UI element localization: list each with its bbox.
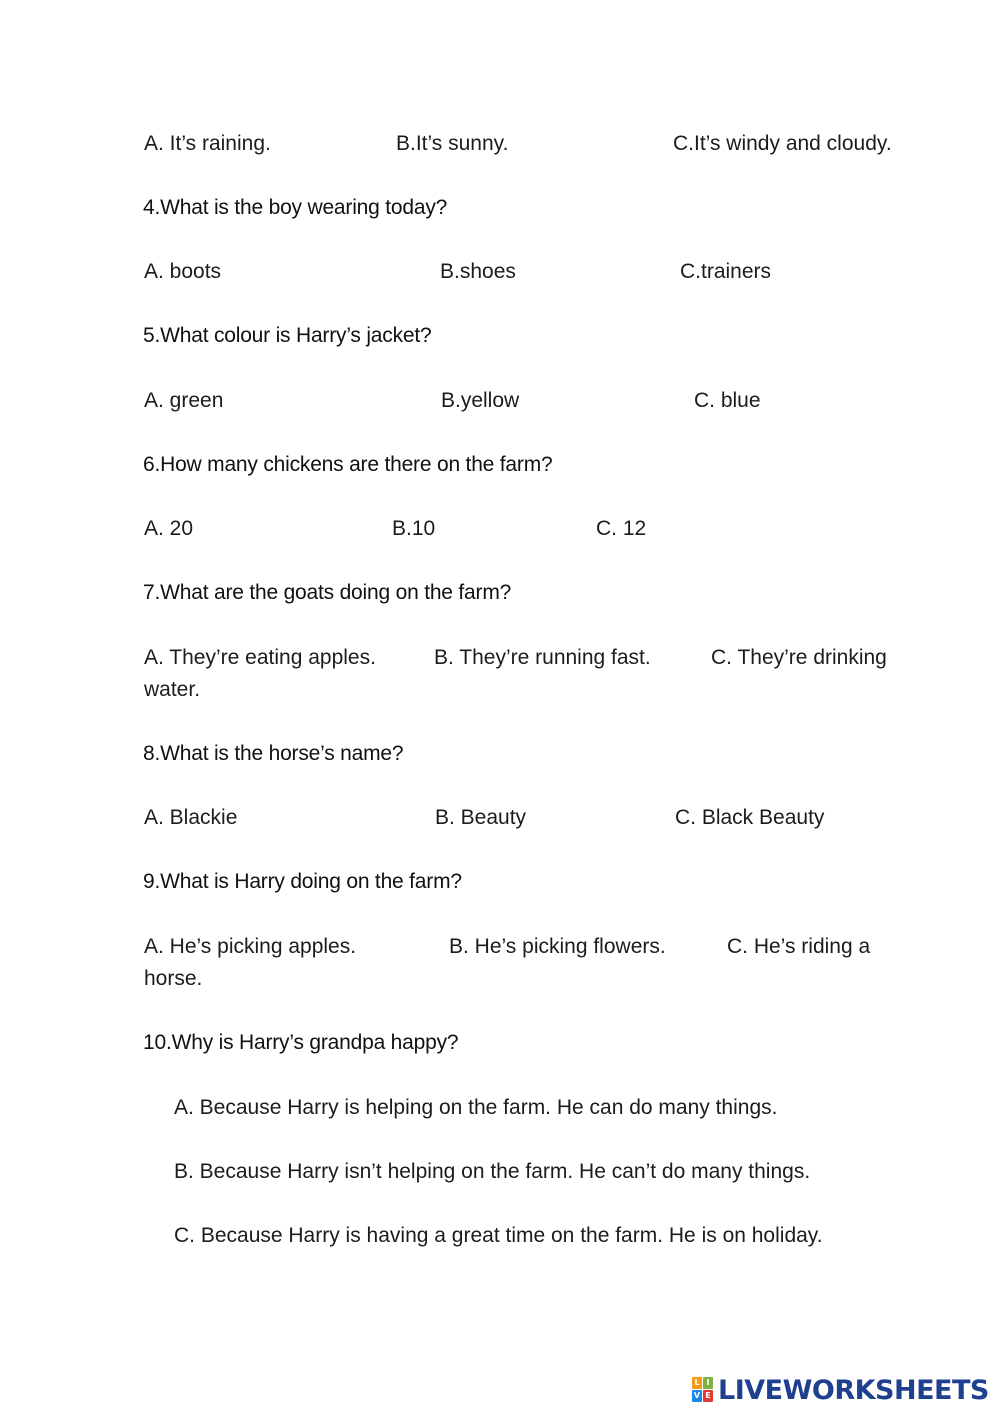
q9-question: 9.What is Harry doing on the farm? <box>143 870 462 893</box>
q8-option-c: C. Black Beauty <box>675 806 825 829</box>
q10-question: 10.Why is Harry’s grandpa happy? <box>143 1031 459 1054</box>
q5-question: 5.What colour is Harry’s jacket? <box>143 324 432 347</box>
q4-option-c: C.trainers <box>680 260 772 283</box>
q9-option-c: C. He’s riding a <box>727 935 871 958</box>
q9-option-c-continuation: horse. <box>144 967 203 990</box>
live-blocks-icon <box>692 1377 714 1403</box>
logo-block-l: L <box>692 1377 702 1389</box>
q10-option-b: B. Because Harry isn’t helping on the farm. He can’t do many things. <box>174 1160 811 1183</box>
q4-option-b: B.shoes <box>440 260 516 283</box>
q5-option-c: C. blue <box>694 389 761 412</box>
q4-question: 4.What is the boy wearing today? <box>143 196 448 219</box>
logo-text: LIVEWORKSHEETS <box>718 1374 989 1406</box>
q7-question: 7.What are the goats doing on the farm? <box>143 581 512 604</box>
q9-option-b: B. He’s picking flowers. <box>449 935 666 958</box>
q5-option-b: B.yellow <box>441 389 520 412</box>
logo-block-v: V <box>693 1391 701 1400</box>
q4-option-a: A. boots <box>144 260 222 283</box>
q10-option-a: A. Because Harry is helping on the farm. He can do many things. <box>174 1096 778 1119</box>
logo-block-i: I <box>703 1377 713 1389</box>
q6-option-c: C. 12 <box>596 517 647 540</box>
q8-option-a: A. Blackie <box>144 806 238 829</box>
q7-option-a: A. They’re eating apples. <box>144 646 376 669</box>
q10-option-c: C. Because Harry is having a great time on the farm. He is on holiday. <box>174 1224 823 1247</box>
logo-block-e: E <box>703 1390 713 1402</box>
q8-option-b: B. Beauty <box>435 806 527 829</box>
q9-option-a: A. He’s picking apples. <box>144 935 357 958</box>
q7-option-b: B. They’re running fast. <box>434 646 651 669</box>
q6-question: 6.How many chickens are there on the farm? <box>143 453 553 476</box>
q5-option-a: A. green <box>144 389 224 412</box>
q3-option-c: C.It’s windy and cloudy. <box>673 132 892 155</box>
q7-option-c: C. They’re drinking <box>711 646 887 669</box>
q7-option-c-continuation: water. <box>144 678 201 701</box>
q3-option-b: B.It’s sunny. <box>396 132 509 155</box>
liveworksheets-logo <box>692 1372 989 1408</box>
q3-option-a: A. It’s raining. <box>144 132 271 155</box>
q6-option-b: B.10 <box>392 517 436 540</box>
q8-question: 8.What is the horse’s name? <box>143 742 404 765</box>
q6-option-a: A. 20 <box>144 517 194 540</box>
